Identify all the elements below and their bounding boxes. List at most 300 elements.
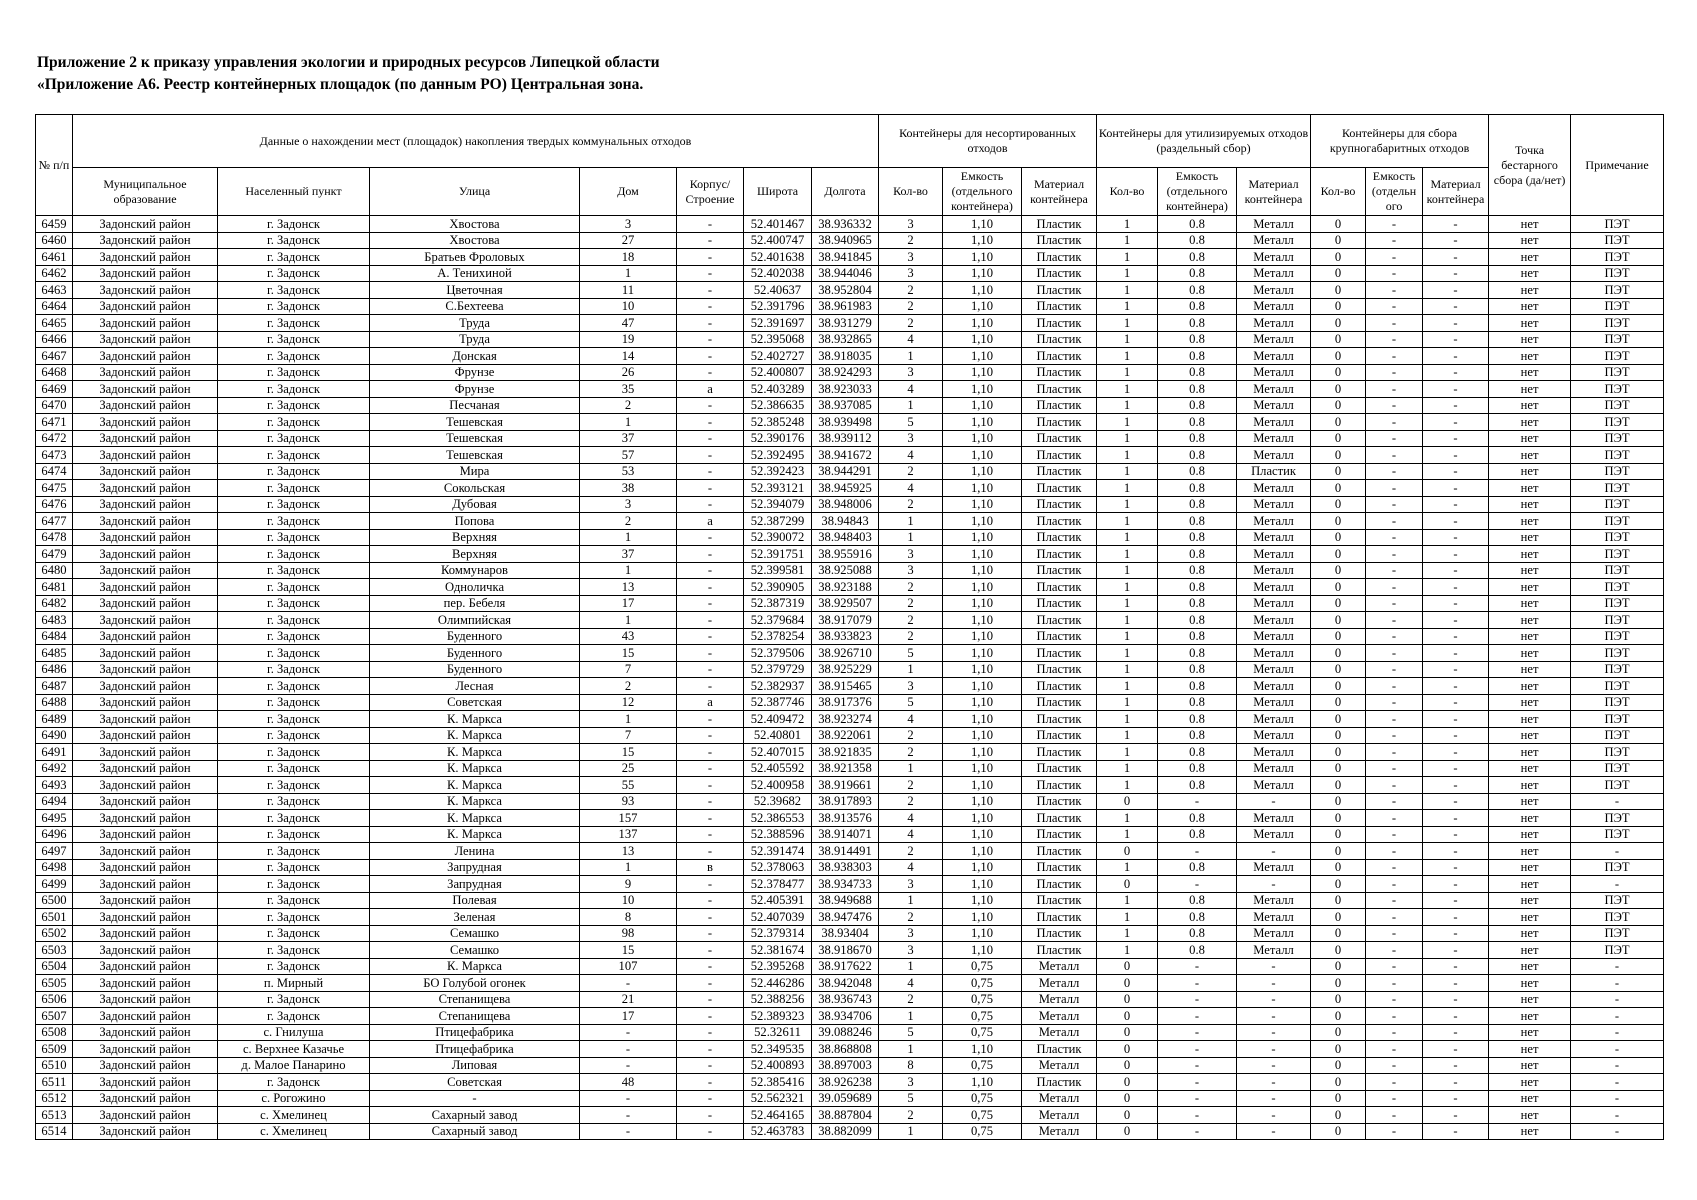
cell-municipality: Задонский район	[73, 1074, 218, 1091]
cell-lat: 52.403289	[744, 381, 812, 398]
cell-building: а	[677, 694, 744, 711]
cell-house: 1	[580, 711, 677, 728]
cell-note: -	[1571, 843, 1664, 860]
cell-settlement: г. Задонск	[218, 348, 370, 365]
container-site-register-table	[35, 114, 1664, 1140]
cell-building: -	[677, 727, 744, 744]
cell-settlement: д. Малое Панарино	[218, 1057, 370, 1074]
cell-unsorted-capacity: 1,10	[943, 876, 1022, 893]
cell-bulky-capacity: -	[1366, 546, 1423, 563]
cell-lon: 38.936332	[812, 216, 879, 233]
cell-bulky-count: 0	[1311, 859, 1366, 876]
cell-recycled-count: 1	[1097, 826, 1158, 843]
cell-settlement: г. Задонск	[218, 876, 370, 893]
cell-bagless: нет	[1489, 777, 1571, 794]
cell-lat: 52.402727	[744, 348, 812, 365]
cell-bulky-capacity: -	[1366, 249, 1423, 266]
cell-settlement: г. Задонск	[218, 727, 370, 744]
cell-recycled-count: 0	[1097, 1057, 1158, 1074]
cell-unsorted-count: 4	[879, 480, 943, 497]
cell-note: ПЭТ	[1571, 480, 1664, 497]
cell-unsorted-material: Пластик	[1022, 513, 1097, 530]
table-row	[36, 513, 1664, 530]
cell-lat: 52.391796	[744, 298, 812, 315]
cell-lat: 52.400893	[744, 1057, 812, 1074]
cell-street: С.Бехтеева	[370, 298, 580, 315]
col-unsorted-material-header: Материал контейнера	[1022, 168, 1097, 216]
cell-bulky-count: 0	[1311, 430, 1366, 447]
col-bulky-capacity-header: Емкость (отдельн ого	[1366, 168, 1423, 216]
cell-bulky-count: 0	[1311, 942, 1366, 959]
cell-building: -	[677, 892, 744, 909]
cell-lon: 38.917079	[812, 612, 879, 629]
cell-unsorted-material: Пластик	[1022, 793, 1097, 810]
cell-recycled-capacity: 0.8	[1158, 463, 1237, 480]
cell-recycled-count: 0	[1097, 975, 1158, 992]
cell-bulky-material: -	[1423, 942, 1489, 959]
cell-bulky-material: -	[1423, 480, 1489, 497]
cell-unsorted-capacity: 1,10	[943, 744, 1022, 761]
cell-lon: 38.917893	[812, 793, 879, 810]
cell-lat: 52.395068	[744, 331, 812, 348]
table-header	[36, 115, 1664, 216]
cell-recycled-material: -	[1237, 843, 1311, 860]
cell-settlement: г. Задонск	[218, 463, 370, 480]
cell-recycled-count: 1	[1097, 529, 1158, 546]
cell-unsorted-material: Пластик	[1022, 661, 1097, 678]
cell-unsorted-capacity: 1,10	[943, 430, 1022, 447]
cell-bulky-count: 0	[1311, 810, 1366, 827]
cell-lon: 38.915465	[812, 678, 879, 695]
cell-recycled-material: Металл	[1237, 925, 1311, 942]
cell-bulky-capacity: -	[1366, 843, 1423, 860]
cell-street: К. Маркса	[370, 727, 580, 744]
cell-settlement: г. Задонск	[218, 744, 370, 761]
cell-unsorted-material: Пластик	[1022, 480, 1097, 497]
cell-lon: 38.934706	[812, 1008, 879, 1025]
cell-settlement: п. Мирный	[218, 975, 370, 992]
cell-unsorted-material: Металл	[1022, 1090, 1097, 1107]
cell-bulky-count: 0	[1311, 826, 1366, 843]
cell-recycled-capacity: -	[1158, 1057, 1237, 1074]
cell-bulky-capacity: -	[1366, 529, 1423, 546]
cell-unsorted-count: 3	[879, 925, 943, 942]
cell-lat: 52.385248	[744, 414, 812, 431]
cell-bulky-capacity: -	[1366, 496, 1423, 513]
cell-settlement: г. Задонск	[218, 826, 370, 843]
cell-street: К. Маркса	[370, 826, 580, 843]
cell-recycled-material: Металл	[1237, 447, 1311, 464]
cell-recycled-material: Металл	[1237, 282, 1311, 299]
cell-bagless: нет	[1489, 678, 1571, 695]
cell-recycled-count: 1	[1097, 579, 1158, 596]
cell-lon: 38.924293	[812, 364, 879, 381]
cell-recycled-material: Металл	[1237, 430, 1311, 447]
cell-note: ПЭТ	[1571, 381, 1664, 398]
table-row	[36, 628, 1664, 645]
cell-street: Фрунзе	[370, 364, 580, 381]
cell-num: 6471	[36, 414, 73, 431]
cell-recycled-capacity: -	[1158, 1041, 1237, 1058]
cell-num: 6494	[36, 793, 73, 810]
cell-unsorted-count: 1	[879, 958, 943, 975]
cell-settlement: г. Задонск	[218, 447, 370, 464]
cell-note: ПЭТ	[1571, 562, 1664, 579]
cell-bulky-capacity: -	[1366, 513, 1423, 530]
cell-bulky-capacity: -	[1366, 975, 1423, 992]
cell-lat: 52.562321	[744, 1090, 812, 1107]
cell-note: ПЭТ	[1571, 397, 1664, 414]
table-row	[36, 348, 1664, 365]
cell-recycled-material: -	[1237, 958, 1311, 975]
cell-lon: 38.94843	[812, 513, 879, 530]
cell-recycled-material: Металл	[1237, 711, 1311, 728]
cell-lat: 52.387746	[744, 694, 812, 711]
cell-bulky-material: -	[1423, 463, 1489, 480]
cell-lat: 52.381674	[744, 942, 812, 959]
cell-building: -	[677, 942, 744, 959]
cell-lat: 52.391474	[744, 843, 812, 860]
cell-unsorted-material: Металл	[1022, 991, 1097, 1008]
cell-unsorted-material: Пластик	[1022, 1074, 1097, 1091]
table-row	[36, 1107, 1664, 1124]
cell-building: -	[677, 249, 744, 266]
cell-bulky-capacity: -	[1366, 661, 1423, 678]
cell-bulky-count: 0	[1311, 232, 1366, 249]
cell-num: 6461	[36, 249, 73, 266]
cell-recycled-material: Металл	[1237, 612, 1311, 629]
cell-bulky-capacity: -	[1366, 744, 1423, 761]
cell-bagless: нет	[1489, 216, 1571, 233]
cell-bulky-count: 0	[1311, 1057, 1366, 1074]
cell-recycled-count: 1	[1097, 315, 1158, 332]
cell-unsorted-count: 3	[879, 249, 943, 266]
cell-num: 6465	[36, 315, 73, 332]
cell-unsorted-capacity: 1,10	[943, 727, 1022, 744]
cell-lat: 52.401638	[744, 249, 812, 266]
cell-lat: 52.382937	[744, 678, 812, 695]
cell-recycled-capacity: -	[1158, 1008, 1237, 1025]
cell-street: Степанищева	[370, 991, 580, 1008]
cell-lon: 38.940965	[812, 232, 879, 249]
cell-lon: 38.897003	[812, 1057, 879, 1074]
cell-bulky-count: 0	[1311, 463, 1366, 480]
cell-recycled-capacity: 0.8	[1158, 529, 1237, 546]
cell-num: 6475	[36, 480, 73, 497]
cell-lon: 38.868808	[812, 1041, 879, 1058]
bulky-group-header: Контейнеры для сбора крупногабаритных отходов	[1311, 115, 1489, 168]
cell-unsorted-capacity: 1,10	[943, 546, 1022, 563]
cell-municipality: Задонский район	[73, 463, 218, 480]
cell-bagless: нет	[1489, 727, 1571, 744]
cell-note: ПЭТ	[1571, 892, 1664, 909]
cell-lat: 52.463783	[744, 1123, 812, 1140]
cell-unsorted-capacity: 0,75	[943, 1008, 1022, 1025]
cell-recycled-capacity: 0.8	[1158, 678, 1237, 695]
cell-street: Мира	[370, 463, 580, 480]
cell-house: 93	[580, 793, 677, 810]
cell-bulky-material: -	[1423, 843, 1489, 860]
cell-unsorted-count: 2	[879, 579, 943, 596]
cell-building: -	[677, 1057, 744, 1074]
cell-bulky-capacity: -	[1366, 348, 1423, 365]
cell-note: ПЭТ	[1571, 595, 1664, 612]
cell-unsorted-capacity: 1,10	[943, 942, 1022, 959]
cell-street: Буденного	[370, 661, 580, 678]
cell-building: -	[677, 810, 744, 827]
cell-settlement: г. Задонск	[218, 529, 370, 546]
cell-recycled-material: Металл	[1237, 562, 1311, 579]
cell-note: ПЭТ	[1571, 628, 1664, 645]
cell-lat: 52.39682	[744, 793, 812, 810]
cell-recycled-capacity: 0.8	[1158, 546, 1237, 563]
cell-bagless: нет	[1489, 843, 1571, 860]
cell-unsorted-material: Пластик	[1022, 496, 1097, 513]
cell-unsorted-material: Пластик	[1022, 579, 1097, 596]
cell-house: -	[580, 1041, 677, 1058]
cell-recycled-count: 1	[1097, 331, 1158, 348]
cell-bagless: нет	[1489, 694, 1571, 711]
cell-building: -	[677, 1041, 744, 1058]
cell-recycled-count: 1	[1097, 859, 1158, 876]
cell-unsorted-count: 4	[879, 331, 943, 348]
cell-recycled-count: 1	[1097, 777, 1158, 794]
cell-house: 98	[580, 925, 677, 942]
cell-unsorted-material: Пластик	[1022, 826, 1097, 843]
cell-unsorted-count: 8	[879, 1057, 943, 1074]
cell-recycled-capacity: 0.8	[1158, 628, 1237, 645]
cell-bagless: нет	[1489, 991, 1571, 1008]
cell-unsorted-capacity: 1,10	[943, 645, 1022, 662]
cell-municipality: Задонский район	[73, 876, 218, 893]
cell-building: -	[677, 925, 744, 942]
cell-recycled-capacity: 0.8	[1158, 282, 1237, 299]
cell-recycled-count: 1	[1097, 678, 1158, 695]
cell-recycled-capacity: -	[1158, 1090, 1237, 1107]
cell-settlement: г. Задонск	[218, 282, 370, 299]
cell-settlement: г. Задонск	[218, 216, 370, 233]
cell-settlement: г. Задонск	[218, 909, 370, 926]
cell-unsorted-capacity: 0,75	[943, 1090, 1022, 1107]
cell-num: 6506	[36, 991, 73, 1008]
cell-house: -	[580, 1057, 677, 1074]
cell-bulky-material: -	[1423, 447, 1489, 464]
cell-note: ПЭТ	[1571, 216, 1664, 233]
cell-unsorted-count: 1	[879, 1041, 943, 1058]
cell-bulky-count: 0	[1311, 282, 1366, 299]
cell-bagless: нет	[1489, 513, 1571, 530]
cell-lat: 52.392423	[744, 463, 812, 480]
cell-note: ПЭТ	[1571, 447, 1664, 464]
cell-recycled-capacity: 0.8	[1158, 694, 1237, 711]
cell-building: -	[677, 711, 744, 728]
cell-building: -	[677, 298, 744, 315]
cell-house: 7	[580, 661, 677, 678]
col-house-header: Дом	[580, 168, 677, 216]
cell-recycled-capacity: 0.8	[1158, 579, 1237, 596]
cell-bulky-count: 0	[1311, 777, 1366, 794]
cell-bulky-count: 0	[1311, 645, 1366, 662]
cell-num: 6502	[36, 925, 73, 942]
cell-note: -	[1571, 958, 1664, 975]
location-group-header: Данные о нахождении мест (площадок) накопления твердых коммунальных отходов	[73, 115, 879, 168]
cell-recycled-capacity: 0.8	[1158, 595, 1237, 612]
cell-unsorted-capacity: 1,10	[943, 480, 1022, 497]
cell-note: ПЭТ	[1571, 859, 1664, 876]
cell-recycled-material: Металл	[1237, 513, 1311, 530]
cell-building: -	[677, 909, 744, 926]
cell-unsorted-capacity: 1,10	[943, 892, 1022, 909]
cell-recycled-count: 1	[1097, 562, 1158, 579]
cell-street: Верхняя	[370, 529, 580, 546]
cell-lat: 52.446286	[744, 975, 812, 992]
cell-municipality: Задонский район	[73, 414, 218, 431]
cell-num: 6513	[36, 1107, 73, 1124]
cell-recycled-count: 1	[1097, 348, 1158, 365]
cell-bulky-count: 0	[1311, 694, 1366, 711]
cell-bulky-material: -	[1423, 1008, 1489, 1025]
cell-municipality: Задонский район	[73, 826, 218, 843]
cell-building: -	[677, 1074, 744, 1091]
cell-unsorted-count: 2	[879, 727, 943, 744]
cell-house: -	[580, 1123, 677, 1140]
table-row	[36, 249, 1664, 266]
cell-recycled-capacity: 0.8	[1158, 645, 1237, 662]
cell-num: 6508	[36, 1024, 73, 1041]
cell-house: 47	[580, 315, 677, 332]
table-row	[36, 711, 1664, 728]
cell-bagless: нет	[1489, 711, 1571, 728]
cell-bagless: нет	[1489, 793, 1571, 810]
cell-unsorted-capacity: 0,75	[943, 1057, 1022, 1074]
cell-bulky-count: 0	[1311, 760, 1366, 777]
cell-num: 6469	[36, 381, 73, 398]
cell-unsorted-capacity: 1,10	[943, 612, 1022, 629]
cell-bagless: нет	[1489, 612, 1571, 629]
table-row	[36, 925, 1664, 942]
cell-recycled-material: Металл	[1237, 744, 1311, 761]
cell-house: 12	[580, 694, 677, 711]
cell-recycled-material: Металл	[1237, 315, 1311, 332]
cell-recycled-material: -	[1237, 1074, 1311, 1091]
cell-bagless: нет	[1489, 331, 1571, 348]
cell-note: ПЭТ	[1571, 612, 1664, 629]
cell-recycled-material: -	[1237, 1057, 1311, 1074]
cell-bulky-material: -	[1423, 1024, 1489, 1041]
cell-unsorted-count: 2	[879, 628, 943, 645]
cell-recycled-count: 0	[1097, 1123, 1158, 1140]
col-unsorted-count-header: Кол-во	[879, 168, 943, 216]
cell-recycled-material: Металл	[1237, 661, 1311, 678]
cell-num: 6499	[36, 876, 73, 893]
cell-recycled-count: 1	[1097, 364, 1158, 381]
cell-unsorted-material: Металл	[1022, 958, 1097, 975]
cell-lat: 52.400958	[744, 777, 812, 794]
cell-recycled-count: 1	[1097, 430, 1158, 447]
cell-bagless: нет	[1489, 315, 1571, 332]
cell-settlement: г. Задонск	[218, 760, 370, 777]
cell-bulky-count: 0	[1311, 265, 1366, 282]
cell-bagless: нет	[1489, 810, 1571, 827]
cell-bulky-capacity: -	[1366, 414, 1423, 431]
table-row	[36, 298, 1664, 315]
cell-municipality: Задонский район	[73, 760, 218, 777]
cell-recycled-count: 0	[1097, 1090, 1158, 1107]
cell-note: ПЭТ	[1571, 282, 1664, 299]
cell-num: 6509	[36, 1041, 73, 1058]
cell-bulky-capacity: -	[1366, 909, 1423, 926]
cell-building: -	[677, 595, 744, 612]
cell-building: -	[677, 232, 744, 249]
cell-num: 6487	[36, 678, 73, 695]
cell-bulky-capacity: -	[1366, 562, 1423, 579]
cell-unsorted-material: Пластик	[1022, 810, 1097, 827]
table-row	[36, 793, 1664, 810]
cell-unsorted-material: Пластик	[1022, 315, 1097, 332]
cell-bulky-material: -	[1423, 331, 1489, 348]
cell-municipality: Задонский район	[73, 1090, 218, 1107]
col-bagless-header: Точка бестарного сбора (да/нет)	[1489, 115, 1571, 216]
cell-settlement: с. Гнилуша	[218, 1024, 370, 1041]
cell-house: 27	[580, 232, 677, 249]
cell-bulky-capacity: -	[1366, 1008, 1423, 1025]
cell-recycled-count: 0	[1097, 958, 1158, 975]
cell-bulky-capacity: -	[1366, 381, 1423, 398]
cell-unsorted-count: 2	[879, 843, 943, 860]
header-line-1: Приложение 2 к приказу управления экологии и природных ресурсов Липецкой области	[37, 54, 660, 71]
cell-bulky-capacity: -	[1366, 1123, 1423, 1140]
cell-num: 6467	[36, 348, 73, 365]
cell-bulky-count: 0	[1311, 727, 1366, 744]
cell-municipality: Задонский район	[73, 744, 218, 761]
cell-lat: 52.407015	[744, 744, 812, 761]
cell-recycled-count: 1	[1097, 711, 1158, 728]
cell-bagless: нет	[1489, 645, 1571, 662]
cell-house: 1	[580, 859, 677, 876]
cell-recycled-material: Металл	[1237, 694, 1311, 711]
cell-lon: 38.914491	[812, 843, 879, 860]
cell-unsorted-capacity: 1,10	[943, 348, 1022, 365]
table-row	[36, 463, 1664, 480]
cell-num: 6486	[36, 661, 73, 678]
cell-unsorted-material: Металл	[1022, 1123, 1097, 1140]
cell-num: 6490	[36, 727, 73, 744]
cell-recycled-count: 1	[1097, 645, 1158, 662]
cell-bulky-material: -	[1423, 810, 1489, 827]
cell-bulky-capacity: -	[1366, 1074, 1423, 1091]
cell-bagless: нет	[1489, 546, 1571, 563]
cell-note: ПЭТ	[1571, 348, 1664, 365]
cell-unsorted-capacity: 1,10	[943, 843, 1022, 860]
cell-bulky-count: 0	[1311, 876, 1366, 893]
cell-unsorted-capacity: 0,75	[943, 958, 1022, 975]
cell-unsorted-count: 5	[879, 645, 943, 662]
cell-note: ПЭТ	[1571, 810, 1664, 827]
cell-house: 17	[580, 595, 677, 612]
table-row	[36, 843, 1664, 860]
cell-recycled-material: Металл	[1237, 348, 1311, 365]
cell-street: Песчаная	[370, 397, 580, 414]
table-row	[36, 958, 1664, 975]
cell-municipality: Задонский район	[73, 777, 218, 794]
table-row	[36, 1123, 1664, 1140]
cell-bulky-capacity: -	[1366, 282, 1423, 299]
cell-note: -	[1571, 876, 1664, 893]
cell-num: 6510	[36, 1057, 73, 1074]
cell-bulky-count: 0	[1311, 562, 1366, 579]
header-line-2: «Приложение А6. Реестр контейнерных площадок (по данным РО) Центральная зона.	[37, 76, 644, 93]
cell-unsorted-material: Пластик	[1022, 430, 1097, 447]
